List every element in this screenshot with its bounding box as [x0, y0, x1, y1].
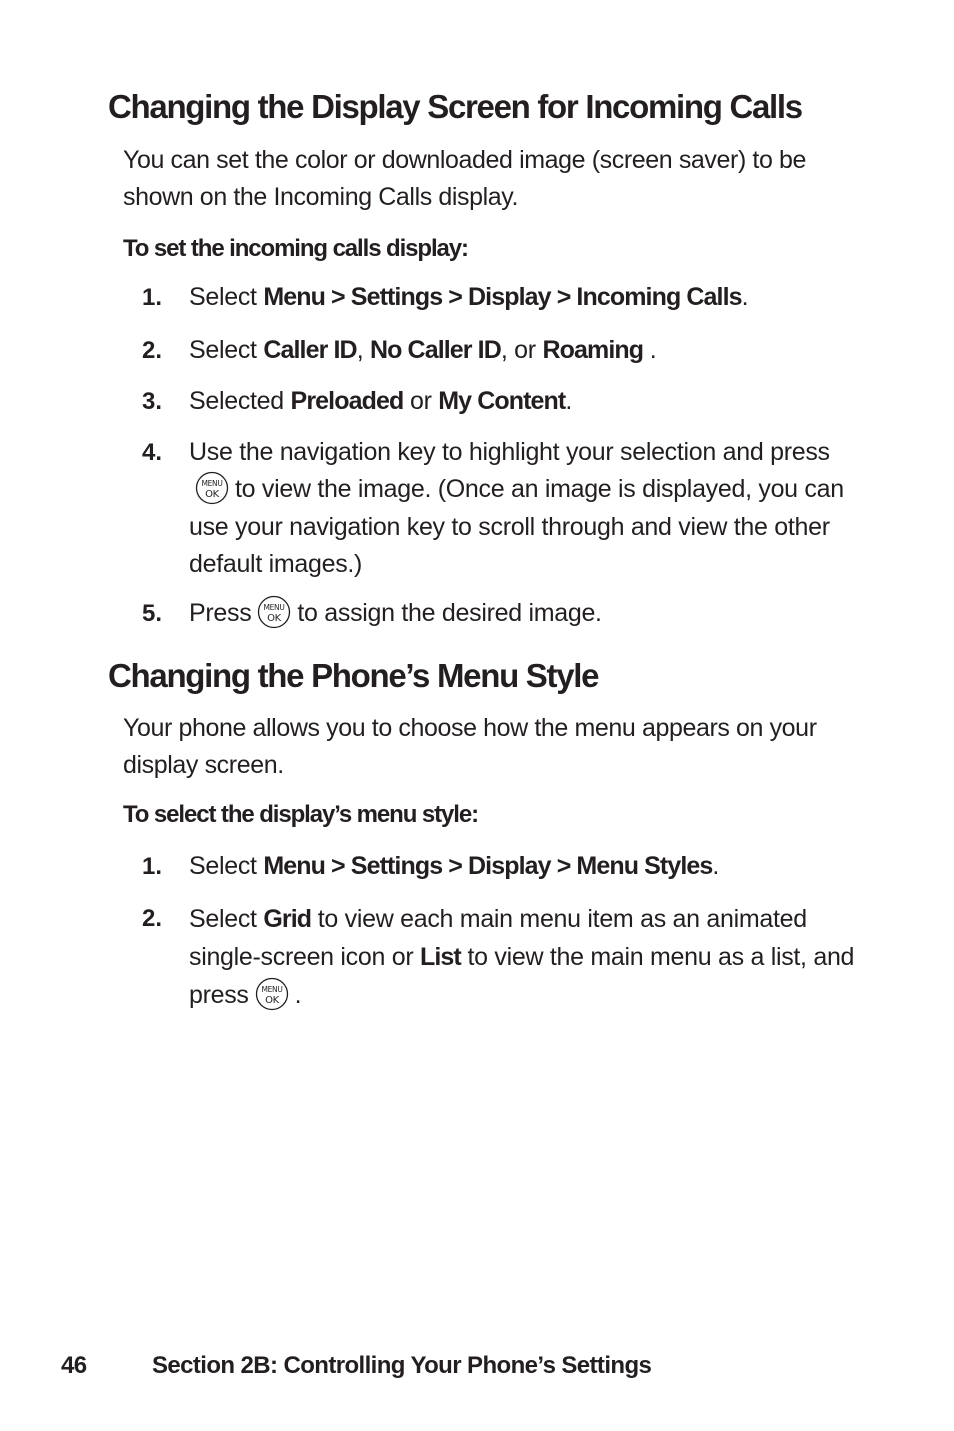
section-title-menu-style: Changing the Phone’s Menu Style [108, 657, 599, 694]
svg-text:OK: OK [267, 613, 282, 625]
menu-ok-key-icon [195, 471, 229, 505]
step-number: 1. [142, 284, 163, 311]
intro-paragraph: Your phone allows you to choose how the menu appears on your display screen. [123, 714, 817, 779]
page-number: 46 [61, 1352, 87, 1379]
svg-text:OK: OK [205, 489, 219, 501]
procedure-heading: To select the display’s menu style: [123, 801, 478, 828]
step-text: Select Menu > Settings > Display > Menu Styles. [189, 852, 720, 880]
menu-path: Menu > Settings > Display > Incoming Calls [263, 283, 742, 311]
step-number: 2. [142, 905, 163, 932]
menu-path: Menu > Settings > Display > Menu Styles [263, 852, 713, 880]
step-number: 3. [142, 388, 163, 415]
option-list: List [420, 943, 461, 971]
svg-text:MENU: MENU [201, 479, 223, 489]
option-my-content: My Content [438, 387, 566, 415]
step-number: 1. [142, 853, 163, 880]
svg-text:MENU: MENU [263, 603, 285, 613]
procedure-heading: To set the incoming calls display: [123, 235, 468, 262]
option-caller-id: Caller ID [263, 336, 357, 364]
option-grid: Grid [263, 905, 312, 933]
section-title-incoming-calls: Changing the Display Screen for Incoming Calls [108, 88, 802, 125]
intro-paragraph: You can set the color or downloaded image (screen saver) to be shown on the Incoming Calls display. [123, 146, 807, 211]
option-no-caller-id: No Caller ID [369, 336, 501, 364]
step-text: Select Grid to view each main menu item as an animated single-screen icon or List to view the main menu as a list, and press MENU OK . [189, 900, 869, 1015]
svg-text:OK: OK [264, 995, 279, 1007]
svg-text:MENU: MENU [261, 985, 283, 995]
menu-ok-key-icon [255, 977, 289, 1011]
step-text: Selected Preloaded or My Content. [189, 387, 573, 415]
menu-ok-key-icon [257, 595, 291, 629]
step-text: Use the navigation key to highlight your selection and press MENU OK to view the image. (Once an image is displayed, you can use your navigation key to scroll through and view the other default images.) [189, 438, 844, 579]
option-roaming: Roaming [542, 336, 644, 364]
step-text: Select Menu > Settings > Display > Incoming Calls. [189, 283, 749, 311]
option-preloaded: Preloaded [290, 387, 404, 415]
step-text: Press MENU OK to assign the desired image. [189, 595, 869, 633]
step-number: 4. [142, 439, 163, 466]
step-text: Select Caller ID, No Caller ID, or Roaming . [189, 336, 657, 364]
step-number: 5. [142, 600, 163, 627]
page-footer [0, 1348, 954, 1384]
section-title-footer: Section 2B: Controlling Your Phone’s Settings [152, 1352, 652, 1379]
step-number: 2. [142, 337, 163, 364]
